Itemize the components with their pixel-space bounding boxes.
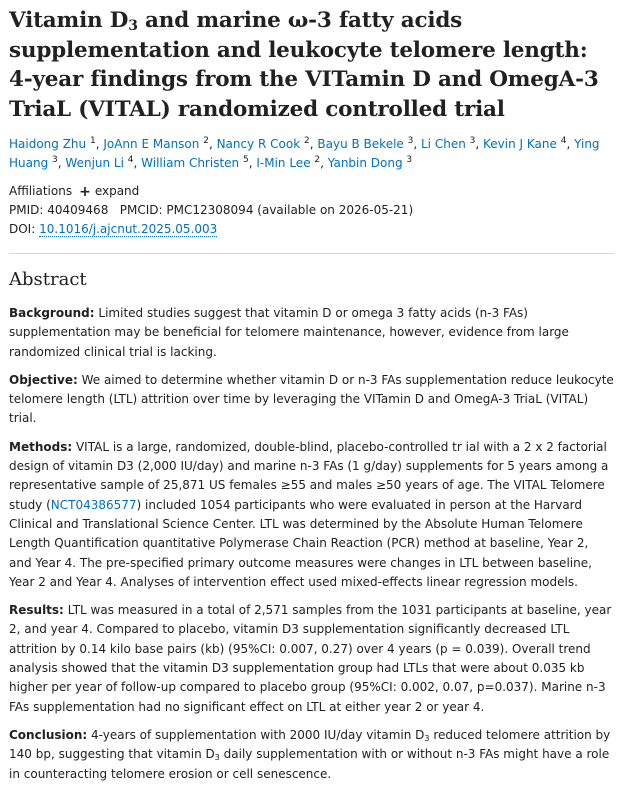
author-affiliation-number[interactable]: 3 — [407, 136, 414, 146]
background-text: Limited studies suggest that vitamin D or omega 3 fatty acids (n-3 FAs) supplementation may be beneficial for telomere maintenance, however, evidence from large randomized clinical trial is lacking. — [9, 306, 569, 359]
author-affiliation-number[interactable]: 1 — [89, 136, 96, 146]
author-separator: , — [475, 137, 484, 151]
pmid-value: 40409468 — [47, 203, 109, 217]
identifiers-row — [9, 201, 614, 220]
author-separator: , — [320, 156, 328, 170]
expand-affiliations-button[interactable] — [79, 182, 139, 201]
results-text: LTL was measured in a total of 2,571 samples from the 1031 participants at baseline, year 2, and year 4. Compared to placebo, vitamin D3 supplementation significantly decreased LTL attrition by 0.14 kilo base pairs (kb) (95%CI: 0.007, 0.27) over 4 years (p = 0.039). Overall trend analysis showed that the vitamin D3 supplementation group had LTLs that were about 0.035 kb higher per year of follow-up compared to placebo group (95%CI: 0.002, 0.07, p=0.037). Marine n-3 FAs supplementation had no significant effect on LTL at either year 2 or year 4. — [9, 603, 612, 714]
conclusion-subscript-2: 3 — [214, 753, 220, 763]
author-separator: , — [413, 137, 421, 151]
author-link[interactable]: Yanbin Dong — [327, 156, 403, 170]
doi-row — [9, 220, 614, 239]
author-affiliation-number[interactable]: 4 — [127, 155, 134, 165]
abstract-results — [9, 601, 614, 717]
author-link[interactable]: JoAnn E Manson — [103, 137, 200, 151]
doi-label: DOI: — [9, 222, 36, 236]
author-affiliation-number[interactable]: 5 — [242, 155, 249, 165]
author-separator: , — [57, 156, 66, 170]
affiliations-row — [9, 182, 614, 201]
expand-label: expand — [94, 184, 140, 198]
author-affiliation-number[interactable]: 3 — [469, 136, 476, 146]
author-affiliation-number[interactable]: 2 — [203, 136, 209, 146]
background-label: Background: — [9, 306, 95, 320]
abstract-conclusion — [9, 726, 614, 784]
author-affiliation-number[interactable]: 4 — [560, 136, 567, 146]
author-link[interactable]: Ying Huang — [9, 137, 600, 170]
author-separator: , — [309, 137, 318, 151]
author-link[interactable]: Wenjun Li — [65, 156, 124, 170]
pmid-label: PMID: — [9, 203, 44, 217]
results-label: Results: — [9, 603, 64, 618]
methods-text-2: ) included 1054 participants who were evaluated in person at the Harvard Clinical and Translational Science Center. LTL was determined by the Absolute Human Telomere Length Quantification quantitative Polymerase Chain Reaction (PCR) method at baseline, Year 2, and Year 4. The pre-specified primary outcome measures were changes in LTL between baseline, Year 2 and Year 4. Analyses of intervention effect used mixed-effects linear regression models. — [9, 497, 592, 589]
trial-registry-link[interactable]: NCT04386577 — [50, 497, 137, 512]
conclusion-label: Conclusion: — [9, 727, 88, 742]
abstract-heading: Abstract — [9, 269, 87, 290]
author-affiliation-number[interactable]: 2 — [314, 155, 321, 165]
doi-link[interactable]: 10.1016/j.ajcnut.2025.05.003 — [39, 222, 218, 236]
plus-icon: + — [79, 183, 91, 200]
abstract-background — [9, 304, 614, 362]
author-link[interactable]: Nancy R Cook — [216, 137, 301, 151]
author-affiliation-number[interactable]: 3 — [52, 155, 58, 165]
pmcid-label: PMCID: — [119, 203, 163, 217]
author-link[interactable]: Kevin J Kane — [483, 137, 557, 151]
affiliations-label: Affiliations — [9, 184, 73, 198]
methods-label: Methods: — [9, 439, 73, 454]
author-link[interactable]: William Christen — [141, 156, 240, 170]
author-link[interactable]: Haidong Zhu — [9, 137, 87, 151]
author-affiliation-number[interactable]: 3 — [406, 155, 413, 165]
methods-text-1: VITAL is a large, randomized, double-blind, placebo-controlled tr ial with a 2 x 2 factorial design of vitamin D3 (2,000 IU/day) and marine n-3 FAs (1 g/day) supplements for 5 years among a representative sample of 25,871 US females ≥55 and males ≥50 years of age. The VITAL Telomere study ( — [9, 439, 609, 512]
article-meta — [9, 182, 614, 239]
author-link[interactable]: Li Chen — [421, 137, 466, 151]
author-link[interactable]: I-Min Lee — [256, 156, 311, 170]
abstract-methods — [9, 438, 614, 592]
conclusion-text-3: daily supplementation with or without n-3 FAs might have a role in counteracting telomere erosion or cell senescence. — [9, 747, 610, 781]
author-list — [9, 135, 614, 173]
author-separator: , — [95, 137, 104, 151]
section-divider — [9, 253, 614, 254]
author-link[interactable]: Bayu B Bekele — [317, 137, 404, 151]
pmcid-note: (available on 2026-05-21) — [257, 203, 414, 217]
conclusion-text-2: reduced telomere attrition by 140 bp, suggesting that vitamin D — [9, 727, 611, 762]
conclusion-text-1: 4-years of supplementation with 2000 IU/day vitamin D — [91, 727, 425, 742]
objective-text: We aimed to determine whether vitamin D or n-3 FAs supplementation reduce leukocyte telomere length (LTL) attrition over time by leveraging the VITamin D and OmegA-3 TriaL (VITAL) trial. — [9, 372, 614, 426]
author-separator: , — [208, 137, 217, 151]
article-title: Vitamin $D_3$ and marine ω-3 fatty acids supplementation and leukocyte telomere length: 4-year findings from the VITamin D and OmegA-3 TriaL (VITAL) randomized controlled trial — [9, 8, 599, 122]
author-separator: , — [248, 156, 257, 170]
abstract-objective — [9, 371, 614, 429]
conclusion-subscript-1: 3 — [424, 733, 430, 743]
pmcid-value: PMC12308094 — [166, 203, 254, 217]
author-affiliation-number[interactable]: 2 — [304, 136, 310, 146]
author-separator: , — [133, 156, 142, 170]
objective-label: Objective: — [9, 372, 78, 387]
author-separator: , — [566, 137, 575, 151]
